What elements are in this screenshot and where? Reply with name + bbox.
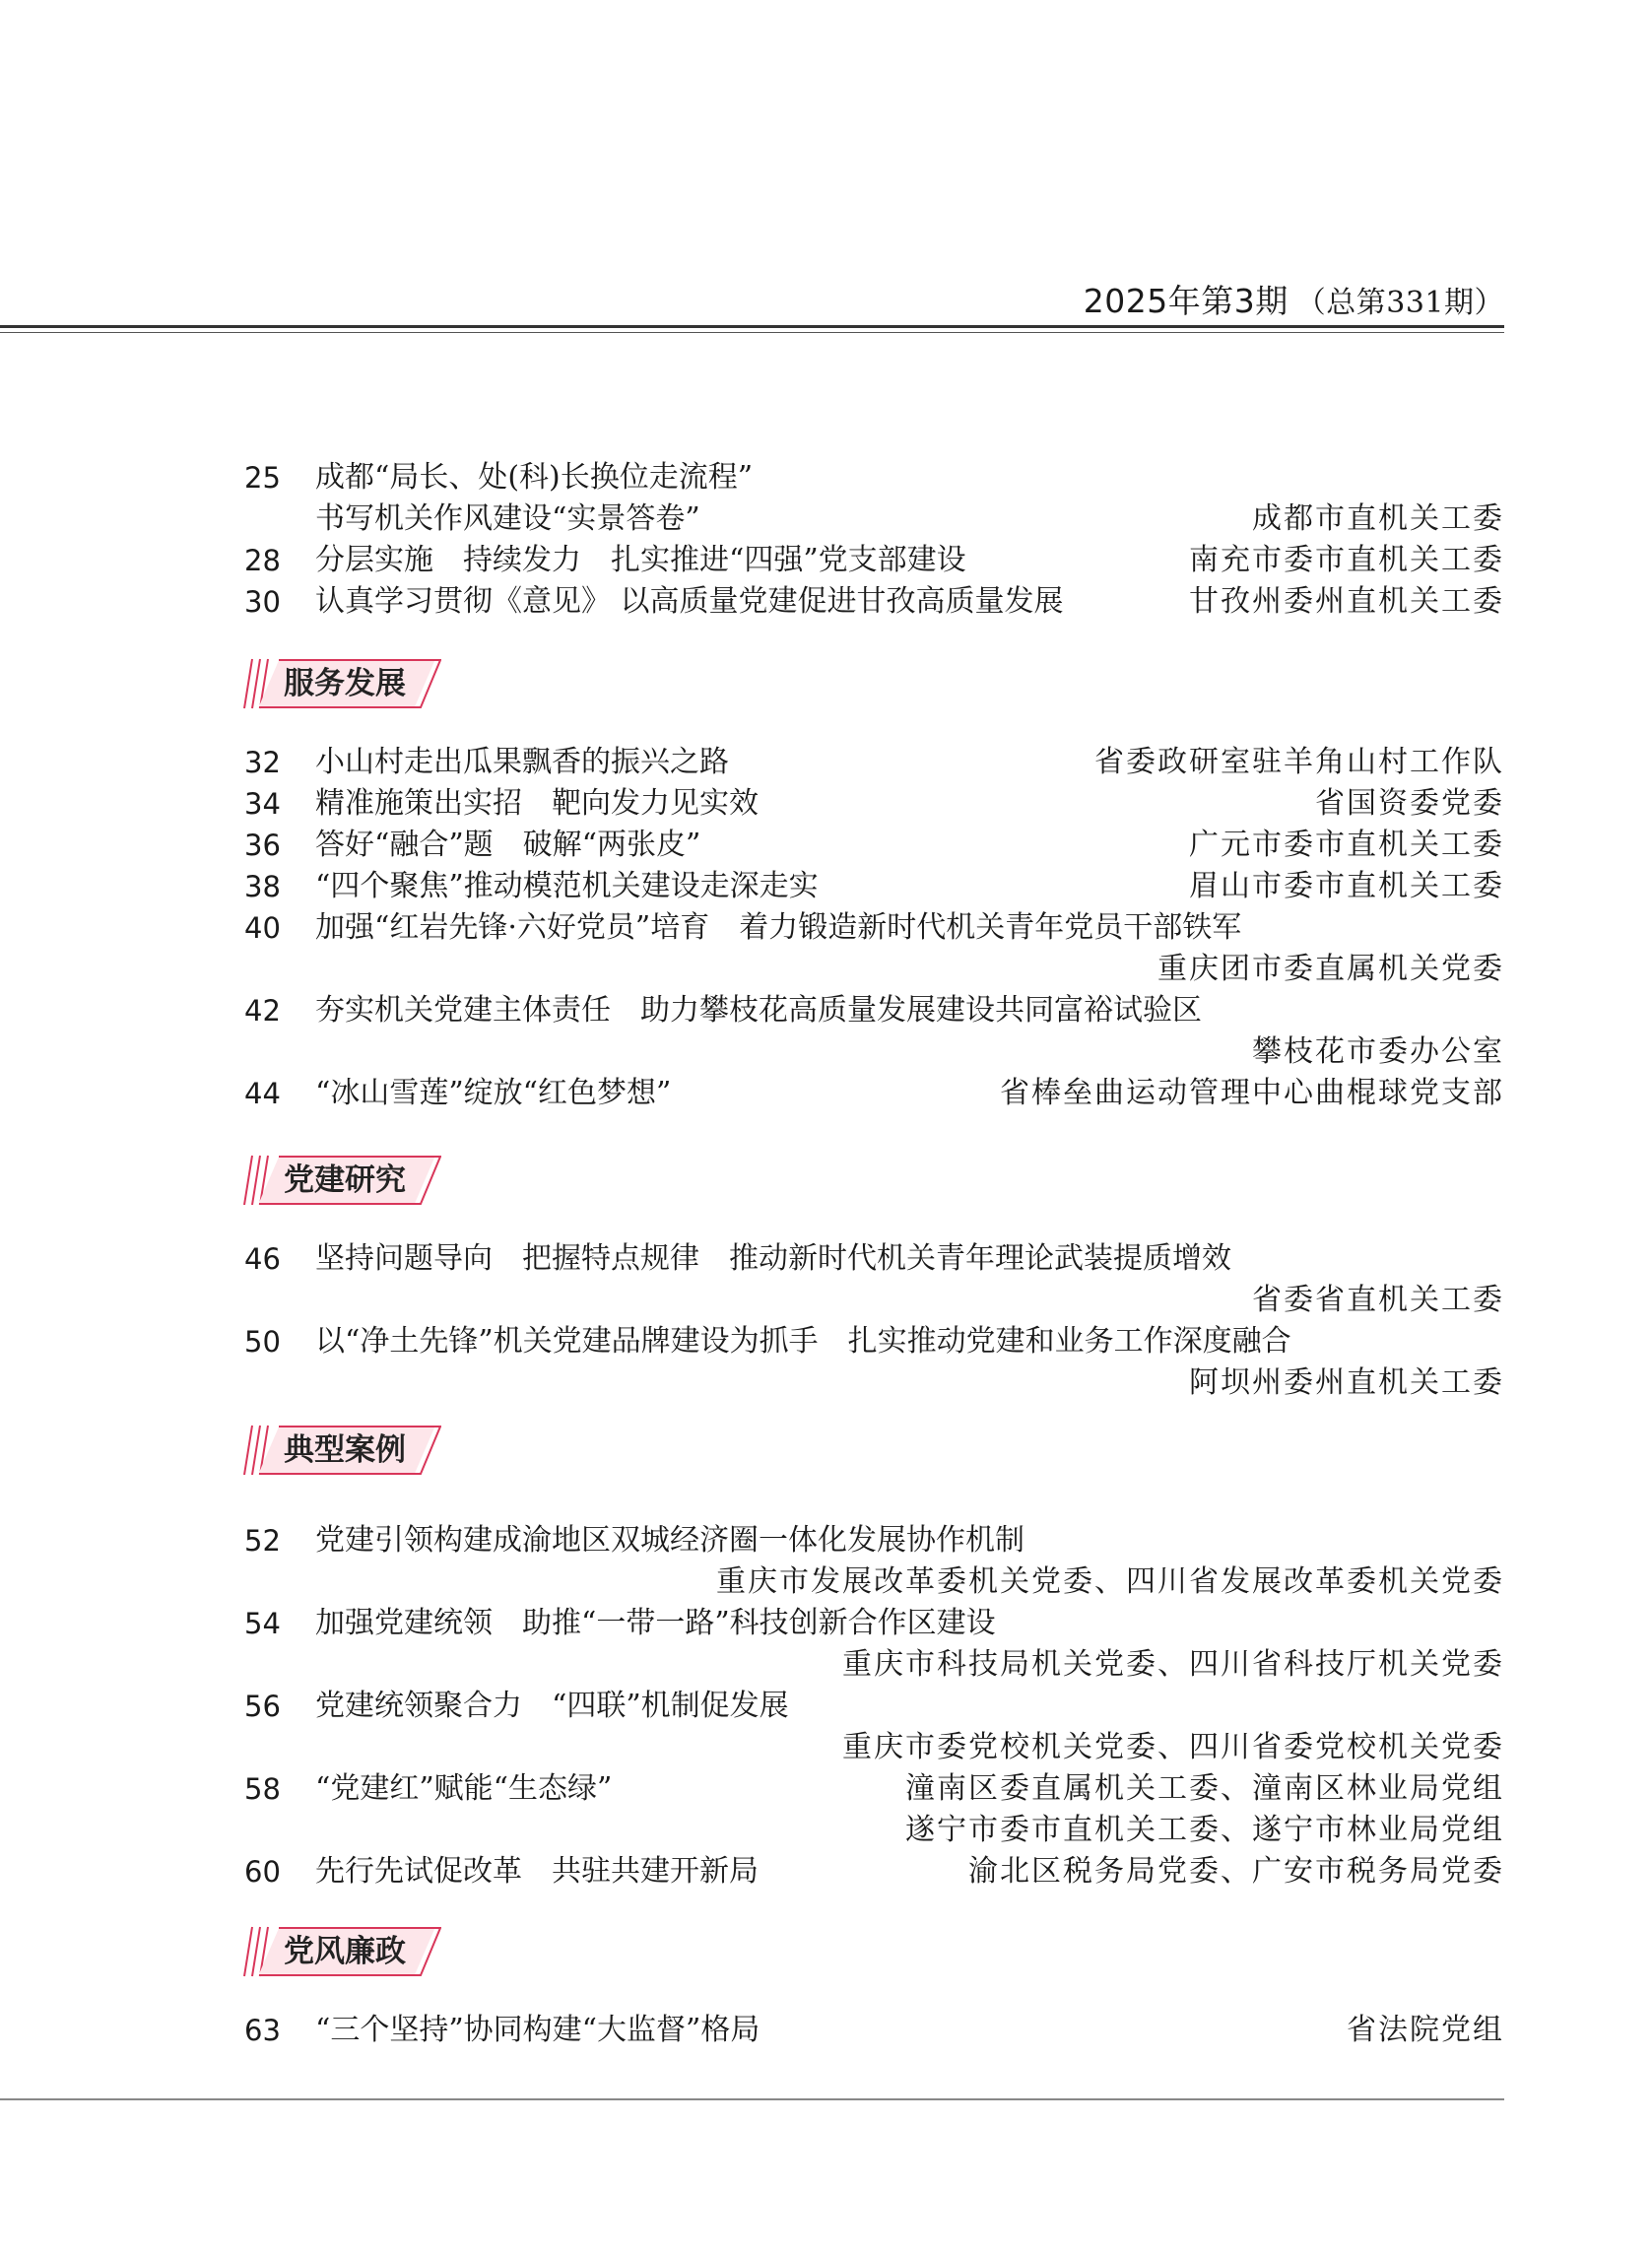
toc-row[interactable] bbox=[244, 826, 1504, 865]
article-title: 坚持问题导向 把握特点规律 推动新时代机关青年理论武装提质增效 bbox=[315, 1241, 1231, 1276]
toc-row[interactable] bbox=[244, 950, 1504, 989]
article-title: 成都“局长、处(科)长换位走流程” bbox=[315, 460, 754, 495]
toc-row[interactable] bbox=[244, 1521, 1504, 1560]
article-author: 省国资委党委 bbox=[1315, 786, 1504, 821]
article-title: “党建红”赋能“生态绿” bbox=[315, 1771, 613, 1806]
article-title: “四个聚焦”推动模范机关建设走深走实 bbox=[315, 869, 819, 903]
article-author: 成都市直机关工委 bbox=[1252, 501, 1504, 536]
page-number: 46 bbox=[244, 1242, 281, 1276]
article-author: 重庆市发展改革委机关党委、四川省发展改革委机关党委 bbox=[716, 1564, 1504, 1599]
article-title: 夯实机关党建主体责任 助力攀枝花高质量发展建设共同富裕试验区 bbox=[315, 993, 1202, 1028]
article-author: 省法院党组 bbox=[1347, 2013, 1504, 2047]
toc-row[interactable] bbox=[244, 1645, 1504, 1685]
article-author: 省委省直机关工委 bbox=[1252, 1283, 1504, 1317]
article-author: 遂宁市委市直机关工委、遂宁市林业局党组 bbox=[905, 1813, 1504, 1847]
page-header bbox=[0, 266, 1652, 335]
toc-row[interactable] bbox=[244, 867, 1504, 906]
toc-row[interactable] bbox=[244, 1769, 1504, 1809]
toc-row[interactable] bbox=[244, 1239, 1504, 1279]
page-number: 56 bbox=[244, 1690, 281, 1723]
article-author: 攀枝花市委办公室 bbox=[1252, 1034, 1504, 1069]
page-number: 42 bbox=[244, 994, 281, 1028]
section-title: 党建研究 bbox=[284, 1162, 406, 1198]
page-number: 30 bbox=[244, 585, 281, 619]
page-number: 32 bbox=[244, 746, 281, 779]
toc-row[interactable] bbox=[244, 1032, 1504, 1072]
header-rule-thin bbox=[0, 332, 1504, 333]
toc-row[interactable] bbox=[244, 1604, 1504, 1643]
page-number: 60 bbox=[244, 1855, 281, 1889]
section-title: 党风廉政 bbox=[284, 1934, 406, 1969]
header-rule-thick bbox=[0, 325, 1504, 328]
toc-row[interactable] bbox=[244, 1322, 1504, 1361]
article-author: 南充市委市直机关工委 bbox=[1189, 543, 1504, 577]
toc-row[interactable] bbox=[244, 784, 1504, 824]
page-number: 34 bbox=[244, 787, 281, 821]
article-title: 加强党建统领 助推“一带一路”科技创新合作区建设 bbox=[315, 1606, 996, 1640]
article-author: 省棒垒曲运动管理中心曲棍球党支部 bbox=[1000, 1076, 1504, 1110]
article-title: 书写机关作风建设“实景答卷” bbox=[315, 501, 700, 536]
article-author: 重庆市科技局机关党委、四川省科技厅机关党委 bbox=[842, 1647, 1504, 1682]
section-title: 典型案例 bbox=[284, 1432, 406, 1468]
toc-row[interactable] bbox=[244, 908, 1504, 948]
toc-row[interactable] bbox=[244, 1281, 1504, 1320]
article-author: 甘孜州委州直机关工委 bbox=[1189, 584, 1504, 619]
toc-row[interactable] bbox=[244, 743, 1504, 782]
article-title: “三个坚持”协同构建“大监督”格局 bbox=[315, 2013, 760, 2047]
article-author: 省委政研室驻羊角山村工作队 bbox=[1094, 745, 1504, 779]
toc-row[interactable] bbox=[244, 1074, 1504, 1113]
page-number: 54 bbox=[244, 1607, 281, 1640]
article-title: 党建引领构建成渝地区双城经济圈一体化发展协作机制 bbox=[315, 1523, 1024, 1558]
section-header bbox=[242, 1921, 459, 1982]
article-title: 小山村走出瓜果飘香的振兴之路 bbox=[315, 745, 729, 779]
article-title: 先行先试促改革 共驻共建开新局 bbox=[315, 1854, 759, 1889]
article-author: 潼南区委直属机关工委、潼南区林业局党组 bbox=[905, 1771, 1504, 1806]
toc-row[interactable] bbox=[244, 1728, 1504, 1767]
page-number: 28 bbox=[244, 544, 281, 577]
toc-row[interactable] bbox=[244, 1562, 1504, 1602]
article-title: 以“净土先锋”机关党建品牌建设为抓手 扎实推动党建和业务工作深度融合 bbox=[315, 1324, 1291, 1359]
issue-main: 2025年第3期 bbox=[1083, 282, 1289, 320]
article-title: 分层实施 持续发力 扎实推进“四强”党支部建设 bbox=[315, 543, 966, 577]
footer-rule bbox=[0, 2098, 1504, 2100]
issue-label bbox=[1084, 276, 1504, 322]
page-number: 52 bbox=[244, 1524, 281, 1558]
page-number: 36 bbox=[244, 829, 281, 862]
toc-row[interactable] bbox=[244, 1687, 1504, 1726]
page-number: 58 bbox=[244, 1772, 281, 1806]
section-title: 服务发展 bbox=[284, 666, 406, 701]
article-title: “冰山雪莲”绽放“红色梦想” bbox=[315, 1076, 672, 1110]
toc-row[interactable] bbox=[244, 991, 1504, 1030]
page-number: 50 bbox=[244, 1325, 281, 1359]
issue-total: （总第331期） bbox=[1295, 286, 1504, 320]
article-author: 重庆团市委直属机关党委 bbox=[1157, 952, 1504, 986]
page-number: 44 bbox=[244, 1077, 281, 1110]
page-number: 40 bbox=[244, 911, 281, 945]
toc-row[interactable] bbox=[244, 458, 1504, 498]
article-title: 答好“融合”题 破解“两张皮” bbox=[315, 828, 701, 862]
article-title: 党建统领聚合力 “四联”机制促发展 bbox=[315, 1689, 789, 1723]
section-header bbox=[242, 653, 459, 714]
article-author: 阿坝州委州直机关工委 bbox=[1189, 1365, 1504, 1400]
page-number: 38 bbox=[244, 870, 281, 903]
article-title: 精准施策出实招 靶向发力见实效 bbox=[315, 786, 759, 821]
toc-row[interactable] bbox=[244, 1852, 1504, 1892]
article-author: 重庆市委党校机关党委、四川省委党校机关党委 bbox=[842, 1730, 1504, 1764]
toc-row[interactable] bbox=[244, 1811, 1504, 1850]
article-author: 广元市委市直机关工委 bbox=[1189, 828, 1504, 862]
toc-row[interactable] bbox=[244, 2011, 1504, 2050]
section-header bbox=[242, 1420, 459, 1481]
toc-row[interactable] bbox=[244, 499, 1504, 539]
toc-row[interactable] bbox=[244, 541, 1504, 580]
page-number: 63 bbox=[244, 2014, 281, 2047]
article-author: 眉山市委市直机关工委 bbox=[1189, 869, 1504, 903]
page-number: 25 bbox=[244, 461, 281, 495]
toc-row[interactable] bbox=[244, 582, 1504, 622]
toc-row[interactable] bbox=[244, 1363, 1504, 1403]
section-header bbox=[242, 1150, 459, 1211]
article-title: 认真学习贯彻《意见》 以高质量党建促进甘孜高质量发展 bbox=[315, 584, 1064, 619]
article-title: 加强“红岩先锋·六好党员”培育 着力锻造新时代机关青年党员干部铁军 bbox=[315, 910, 1242, 945]
article-author: 渝北区税务局党委、广安市税务局党委 bbox=[968, 1854, 1504, 1889]
